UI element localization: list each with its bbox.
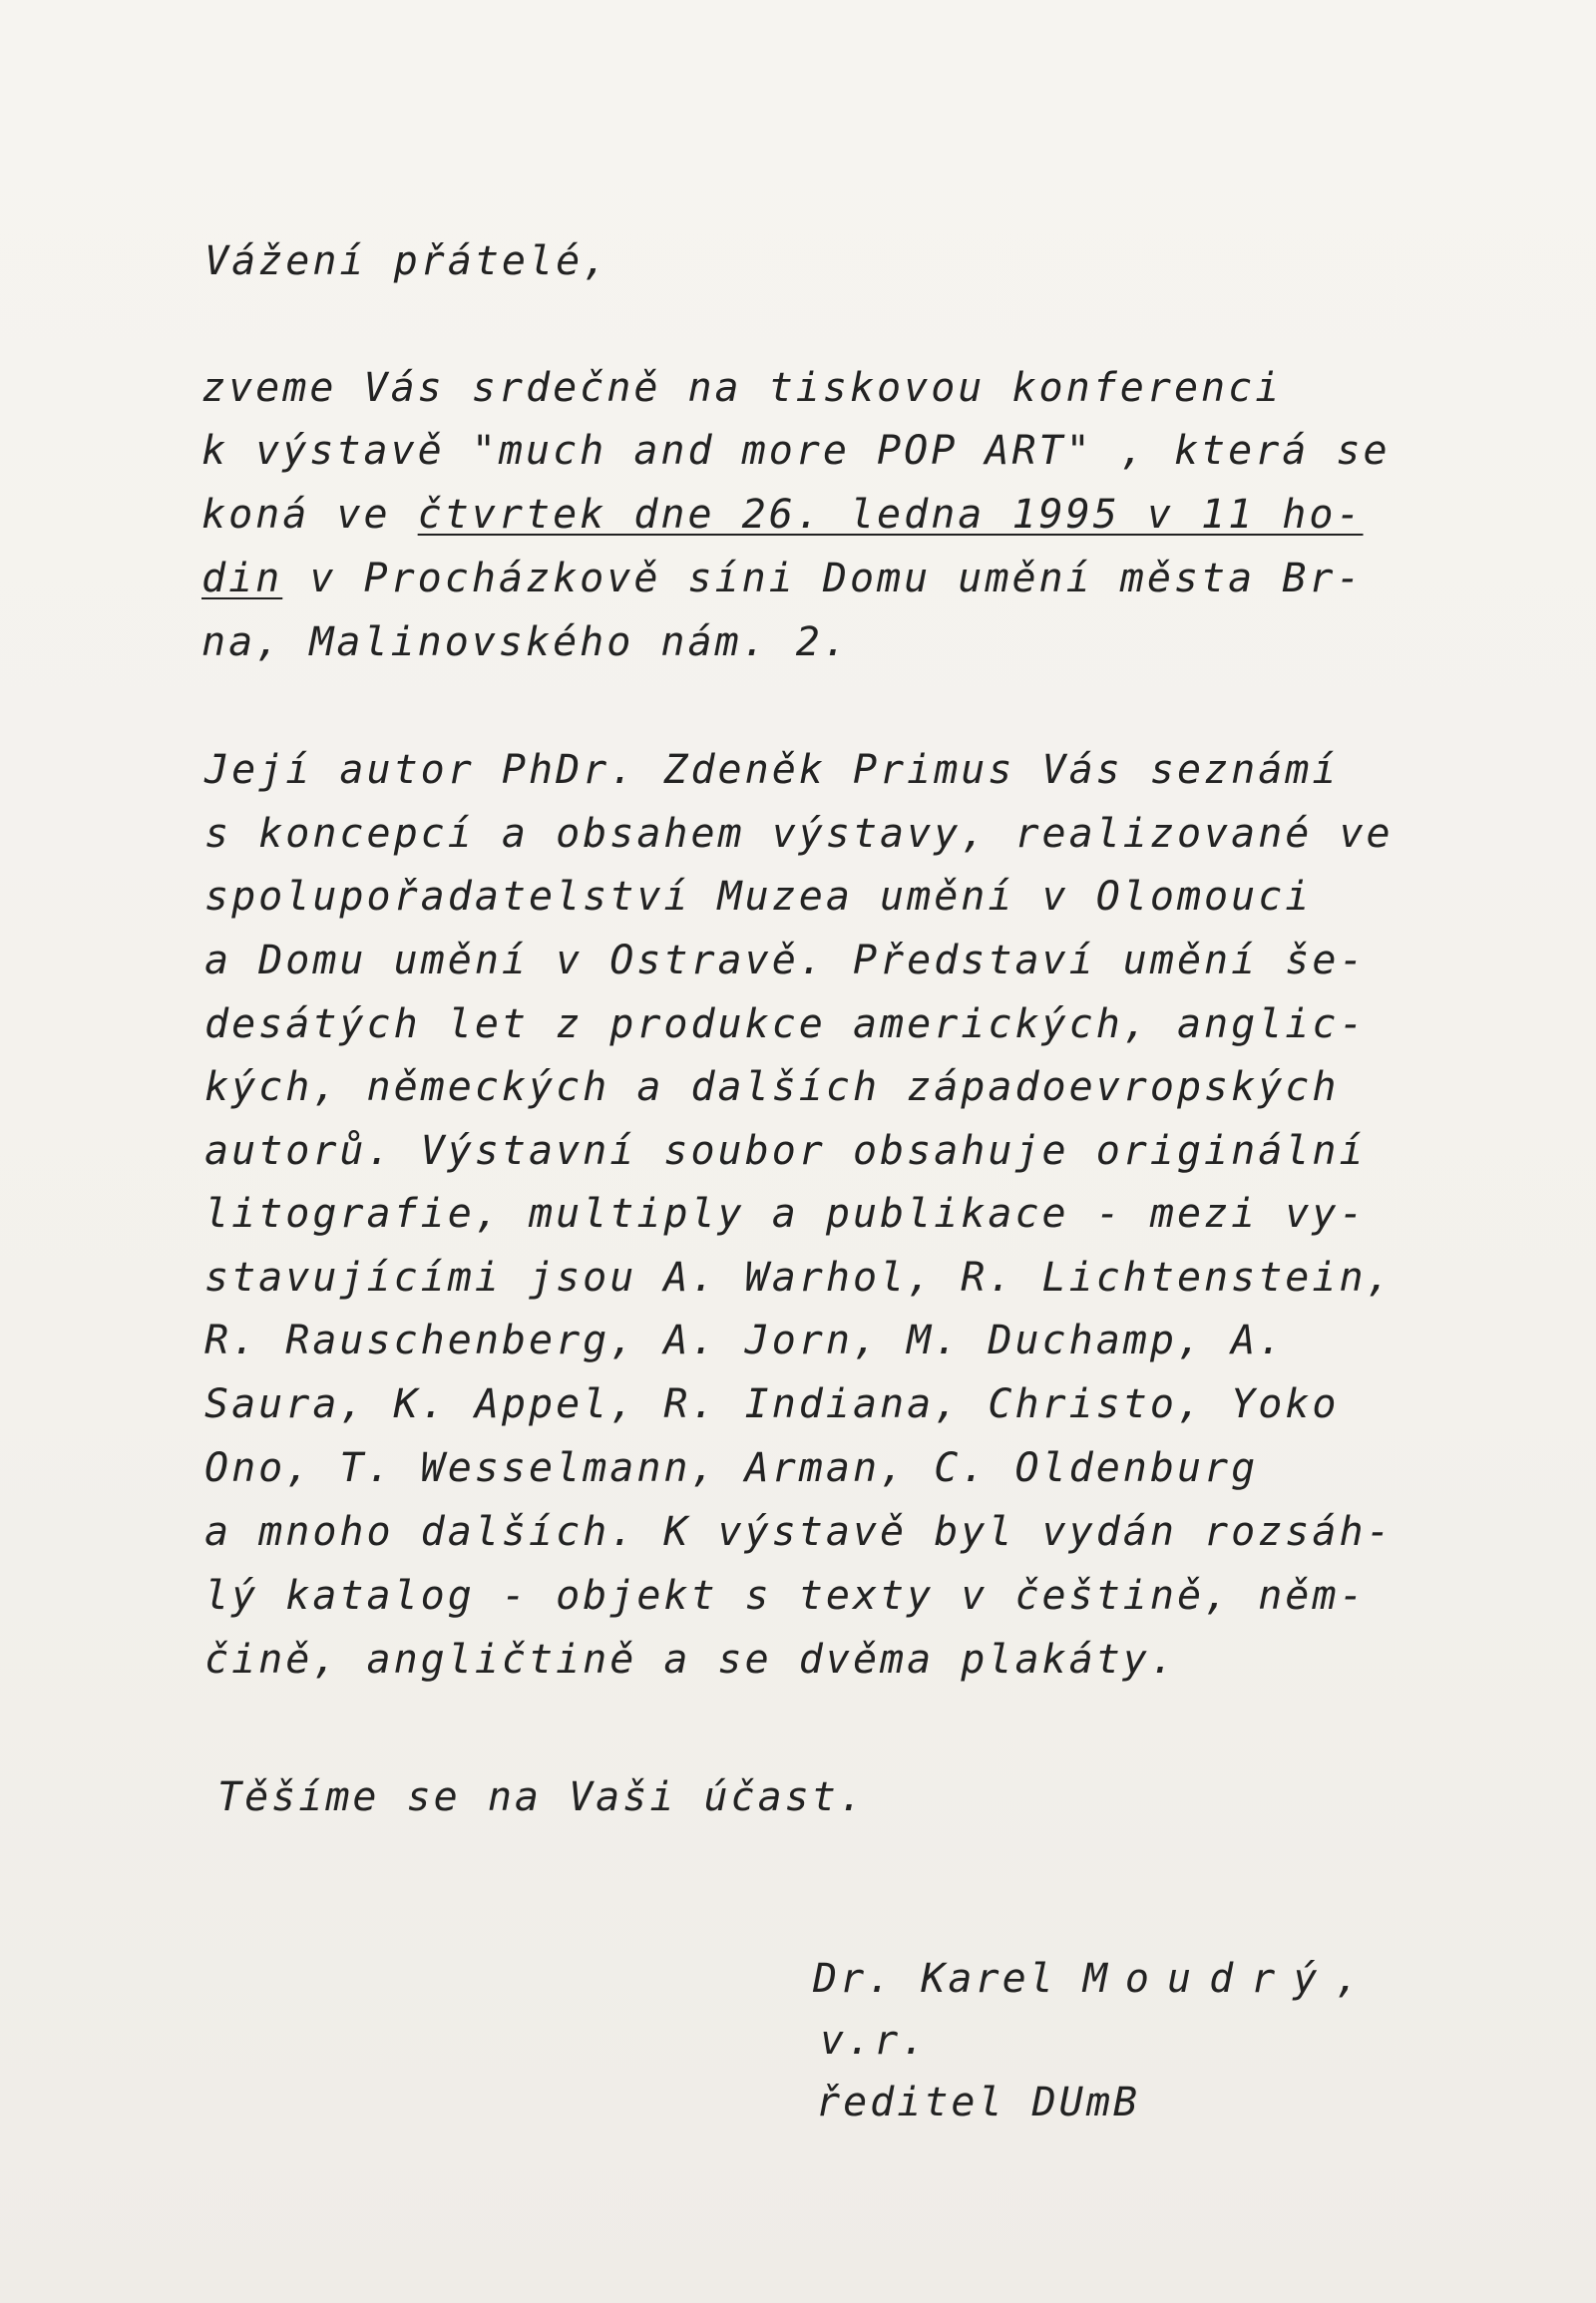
signature-name-prefix: Dr. Karel [813, 1956, 1083, 2002]
signature-vr: v.r. [820, 2018, 929, 2064]
signature-surname: Moudrý, [1082, 1956, 1378, 2002]
underlined-date-end: din [201, 556, 283, 601]
underlined-date: čtvrtek dne 26. ledna 1995 v 11 ho- [417, 492, 1364, 538]
body-line: a mnoho dalších. K výstavě byl vydán rozsáh- [204, 1509, 1394, 1555]
signature-name [813, 1955, 1377, 2003]
body-line: Saura, K. Appel, R. Indiana, Christo, Yoko [204, 1381, 1340, 1427]
body-line: a Domu umění v Ostravě. Představí umění še- [204, 938, 1367, 983]
body-line: čině, angličtině a se dvěma plakáty. [204, 1637, 1177, 1683]
body-line: desátých let z produkce amerických, anglic- [204, 1001, 1367, 1047]
invitation-line [201, 491, 1364, 539]
body-line: litografie, multiply a publikace - mezi vy- [204, 1191, 1367, 1237]
body-line: s koncepcí a obsahem výstavy, realizované ve [204, 811, 1394, 857]
salutation: Vážení přátelé, [204, 238, 610, 284]
invitation-text: koná ve [201, 492, 418, 538]
invitation-line: zveme Vás srdečně na tiskovou konferenci [201, 365, 1283, 411]
invitation-line: na, Malinovského nám. 2. [201, 619, 850, 665]
invitation-line: k výstavě "much and more POP ART" , která se [201, 428, 1391, 474]
body-line: spolupořadatelství Muzea umění v Olomouci [204, 874, 1313, 920]
body-line: Její autor PhDr. Zdeněk Primus Vás seznámí [204, 747, 1340, 793]
invitation-text: v Procházkově síni Domu umění města Br- [282, 556, 1364, 601]
closing-line: Těšíme se na Vaši účast. [217, 1774, 866, 1820]
body-line: Ono, T. Wesselmann, Arman, C. Oldenburg [204, 1445, 1259, 1491]
invitation-line [201, 555, 1364, 602]
body-line: lý katalog - objekt s texty v češtině, něm- [204, 1573, 1367, 1619]
body-line: R. Rauschenberg, A. Jorn, M. Duchamp, A. [204, 1318, 1286, 1363]
body-line: autorů. Výstavní soubor obsahuje originální [204, 1128, 1367, 1174]
signature-title: ředitel DUmB [816, 2080, 1140, 2125]
body-line: stavujícími jsou A. Warhol, R. Lichtenstein, [204, 1255, 1394, 1301]
body-line: kých, německých a dalších západoevropských [204, 1064, 1340, 1110]
